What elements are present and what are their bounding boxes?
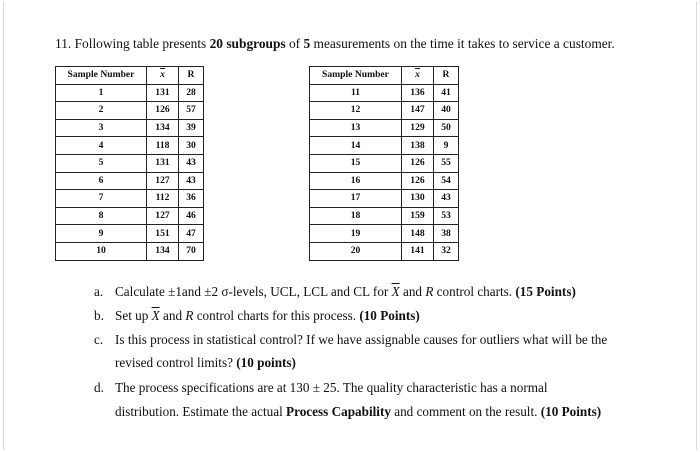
- sample-number-cell: 9: [56, 225, 147, 243]
- header-range: R: [434, 67, 459, 85]
- xbar-cell: 136: [402, 84, 434, 102]
- header-sample-number: Sample Number: [310, 67, 402, 85]
- sample-number-cell: 16: [310, 172, 402, 190]
- xbar-cell: 126: [402, 154, 434, 172]
- sample-number-cell: 4: [56, 137, 147, 155]
- sample-number-cell: 15: [310, 154, 402, 172]
- range-cell: 32: [434, 242, 459, 260]
- table-row: [310, 154, 459, 172]
- table-row: [56, 102, 204, 120]
- table-body-left: [56, 84, 204, 260]
- sample-number-cell: 17: [310, 190, 402, 208]
- sample-number-cell: 7: [56, 190, 147, 208]
- range-cell: 47: [179, 225, 204, 243]
- range-cell: 41: [434, 84, 459, 102]
- range-cell: 28: [179, 84, 204, 102]
- header-xbar: $\overline{x}$: [147, 67, 179, 85]
- header-sample-number: Sample Number: [56, 67, 147, 85]
- sample-number-cell: 13: [310, 119, 402, 137]
- table-row: [56, 207, 204, 225]
- xbar-cell: 134: [147, 119, 179, 137]
- xbar-cell: 131: [147, 154, 179, 172]
- sample-number-cell: 19: [310, 225, 402, 243]
- table-row: [310, 190, 459, 208]
- table-row: [56, 172, 204, 190]
- sample-number-cell: 2: [56, 102, 147, 120]
- range-cell: 57: [179, 102, 204, 120]
- table-row: [310, 102, 459, 120]
- xbar-cell: 147: [402, 102, 434, 120]
- table-body-right: [310, 84, 459, 260]
- sample-number-cell: 11: [310, 84, 402, 102]
- header-range: R: [179, 67, 204, 85]
- xbar-cell: 138: [402, 137, 434, 155]
- part-c: c. Is this process in statistical control? If we have assignable causes for outliers what will be the: [94, 332, 608, 347]
- xbar-cell: 127: [147, 172, 179, 190]
- sample-number-cell: 14: [310, 137, 402, 155]
- data-table-right: [309, 66, 459, 261]
- range-cell: 46: [179, 207, 204, 225]
- part-b: b. Set up $\overline{X}$ and R control charts for this process. (10 Points): [94, 308, 420, 323]
- xbar-cell: 134: [147, 242, 179, 260]
- range-cell: 38: [434, 225, 459, 243]
- part-d-line2: distribution. Estimate the actual Process Capability and comment on the result. (10 Points): [115, 404, 602, 419]
- table-row: [56, 137, 204, 155]
- table-row: [56, 242, 204, 260]
- range-cell: 39: [179, 119, 204, 137]
- xbar-cell: 151: [147, 225, 179, 243]
- header-xbar: $\overline{x}$: [402, 67, 434, 85]
- xbar-cell: 118: [147, 137, 179, 155]
- sample-number-cell: 5: [56, 154, 147, 172]
- range-cell: 30: [179, 137, 204, 155]
- table-row: [310, 207, 459, 225]
- table-row: [310, 84, 459, 102]
- table-row: [56, 225, 204, 243]
- part-a: a. Calculate ±1and ±2 σ-levels, UCL, LCL and CL for $\overline{X}$ and R control charts. (15 Points): [94, 284, 576, 299]
- range-cell: 43: [179, 172, 204, 190]
- part-c-line2: revised control limits? (10 points): [115, 355, 296, 370]
- sample-number-cell: 12: [310, 102, 402, 120]
- table-row: [56, 154, 204, 172]
- xbar-cell: 126: [147, 102, 179, 120]
- sample-number-cell: 3: [56, 119, 147, 137]
- range-cell: 36: [179, 190, 204, 208]
- range-cell: 54: [434, 172, 459, 190]
- xbar-cell: 126: [402, 172, 434, 190]
- data-table-left: [55, 66, 204, 261]
- range-cell: 9: [434, 137, 459, 155]
- table-row: [56, 119, 204, 137]
- range-cell: 43: [434, 190, 459, 208]
- xbar-cell: 130: [402, 190, 434, 208]
- range-cell: 43: [179, 154, 204, 172]
- xbar-cell: 129: [402, 119, 434, 137]
- xbar-cell: 159: [402, 207, 434, 225]
- range-cell: 40: [434, 102, 459, 120]
- xbar-cell: 148: [402, 225, 434, 243]
- sample-number-cell: 18: [310, 207, 402, 225]
- table-row: [310, 137, 459, 155]
- table-row: [56, 190, 204, 208]
- sample-number-cell: 10: [56, 242, 147, 260]
- sample-number-cell: 8: [56, 207, 147, 225]
- table-row: [310, 225, 459, 243]
- table-row: [310, 242, 459, 260]
- part-d: d. The process specifications are at 130 ± 25. The quality characteristic has a normal: [94, 380, 548, 395]
- range-cell: 70: [179, 242, 204, 260]
- range-cell: 53: [434, 207, 459, 225]
- sample-number-cell: 20: [310, 242, 402, 260]
- range-cell: 55: [434, 154, 459, 172]
- range-cell: 50: [434, 119, 459, 137]
- sample-number-cell: 6: [56, 172, 147, 190]
- xbar-cell: 141: [402, 242, 434, 260]
- table-row: [56, 84, 204, 102]
- xbar-cell: 112: [147, 190, 179, 208]
- xbar-cell: 127: [147, 207, 179, 225]
- xbar-cell: 131: [147, 84, 179, 102]
- question-title: 11. Following table presents 20 subgroups of 5 measurements on the time it takes to service a customer.: [55, 36, 615, 51]
- table-row: [310, 119, 459, 137]
- table-row: [310, 172, 459, 190]
- sample-number-cell: 1: [56, 84, 147, 102]
